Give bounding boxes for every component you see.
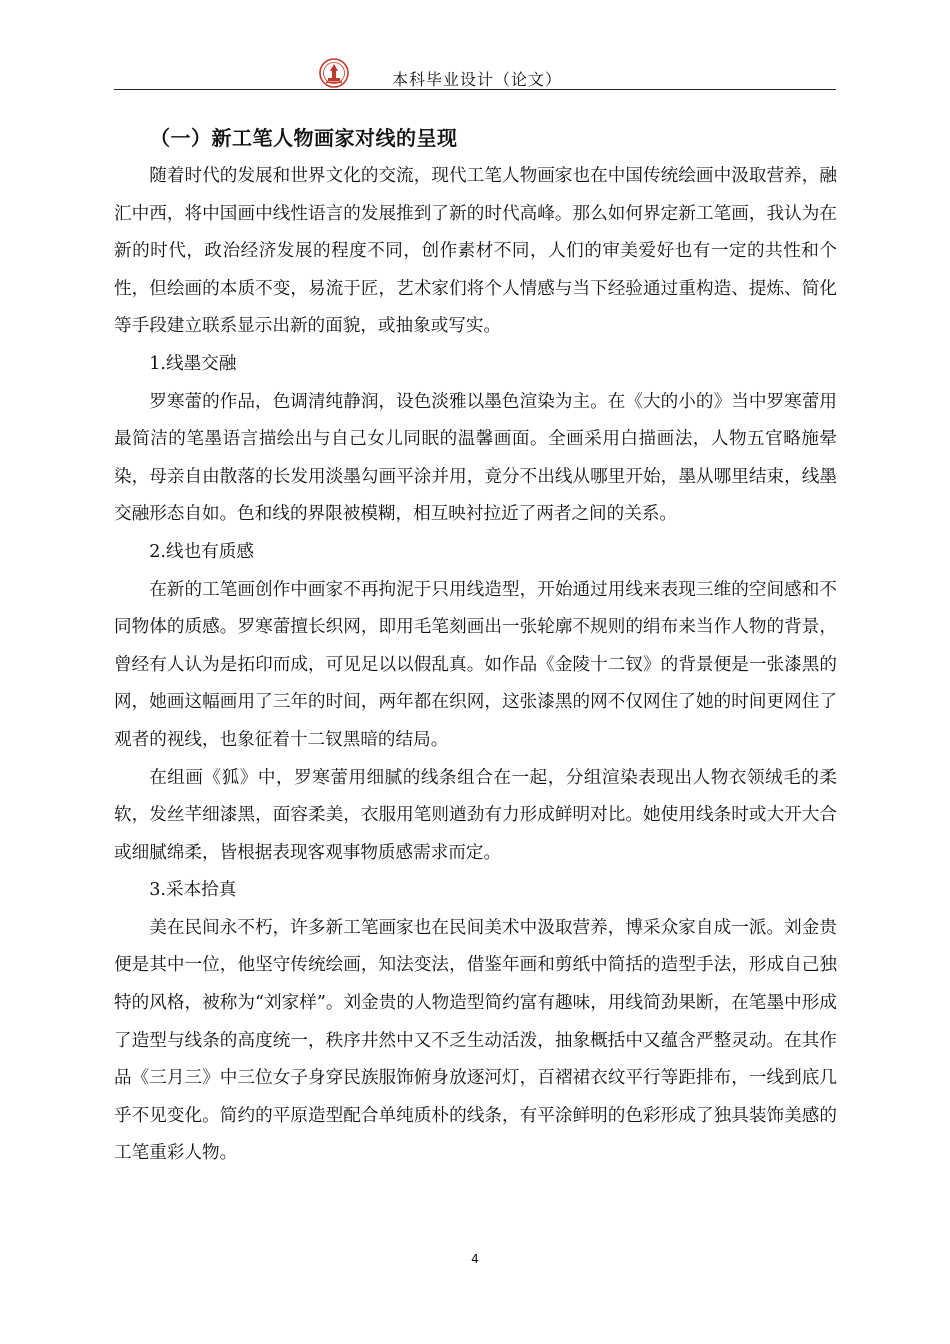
- intro-paragraph: 随着时代的发展和世界文化的交流，现代工笔人物画家也在中国传统绘画中汲取营养，融汇中西，将中国画中线性语言的发展推到了新的时代高峰。那么如何界定新工笔画，我认为在新的时代，政治经济发展的程度不同，创作素材不同，人们的审美爱好也有一定的共性和个性，但绘画的本质不变，易流于匠，艺术家们将个人情感与当下经验通过重构造、提炼、简化等手段建立联系显示出新的面貌，或抽象或写实。: [114, 166, 837, 337]
- page-number: 4: [471, 1252, 479, 1266]
- subsection-paragraph-2b: 在组画《狐》中，罗寒蕾用细腻的线条组合在一起，分组渲染表现出人物衣领绒毛的柔软，发丝芊细漆黑，面容柔美，衣服用笔则遒劲有力形成鲜明对比。她使用线条时或大开大合或细腻绵柔，皆根据表现客观事物质感需求而定。: [114, 767, 837, 863]
- subsection-title-1: 1.线墨交融: [149, 353, 237, 374]
- subsection-paragraph-3: 美在民间永不朽，许多新工笔画家也在民间美术中汲取营养，博采众家自成一派。刘金贵便是其中一位，他坚守传统绘画，知法变法，借鉴年画和剪纸中简括的造型手法，形成自己独特的风格，被称为“刘家样”。刘金贵的人物造型简约富有趣味，用线简劲果断，在笔墨中形成了造型与线条的高度统一，秩序井然中又不乏生动活泼，抽象概括中又蕴含严整灵动。在其作品《三月三》中三位女子身穿民族服饰俯身放逐河灯，百褶裙衣纹平行等距排布，一线到底几乎不见变化。简约的平原造型配合单纯质朴的线条，有平涂鲜明的色彩形成了独具装饰美感的工笔重彩人物。: [114, 917, 837, 1164]
- subsection-paragraph-2a: 在新的工笔画创作中画家不再拘泥于只用线造型，开始通过用线来表现三维的空间感和不同物体的质感。罗寒蕾擅长织网，即用毛笔刻画出一张轮廓不规则的绢布来当作人物的背景，曾经有人认为是拓印而成，可见足以以假乱真。如作品《金陵十二钗》的背景便是一张漆黑的网，她画这幅画用了三年的时间，两年都在织网，这张漆黑的网不仅网住了她的时间更网住了观者的视线，也象征着十二钗黑暗的结局。: [114, 579, 837, 750]
- page-header: [114, 55, 836, 90]
- subsection-title-3: 3.采本拾真: [149, 880, 237, 901]
- body-content: [114, 158, 837, 1173]
- section-heading: （一）新工笔人物画家对线的呈现: [150, 126, 458, 150]
- university-seal-icon: [319, 58, 349, 88]
- subsection-title-2: 2.线也有质感: [149, 541, 254, 562]
- header-title: 本科毕业设计（论文）: [392, 70, 563, 89]
- subsection-paragraph-1: 罗寒蕾的作品，色调清纯静润，设色淡雅以墨色渲染为主。在《大的小的》当中罗寒蕾用最简洁的笔墨语言描绘出与自己女儿同眠的温馨画面。全画采用白描画法，人物五官略施晕染，母亲自由散落的长发用淡墨勾画平涂并用，竟分不出线从哪里开始，墨从哪里结束，线墨交融形态自如。色和线的界限被模糊，相互映衬拉近了两者之间的关系。: [114, 391, 837, 525]
